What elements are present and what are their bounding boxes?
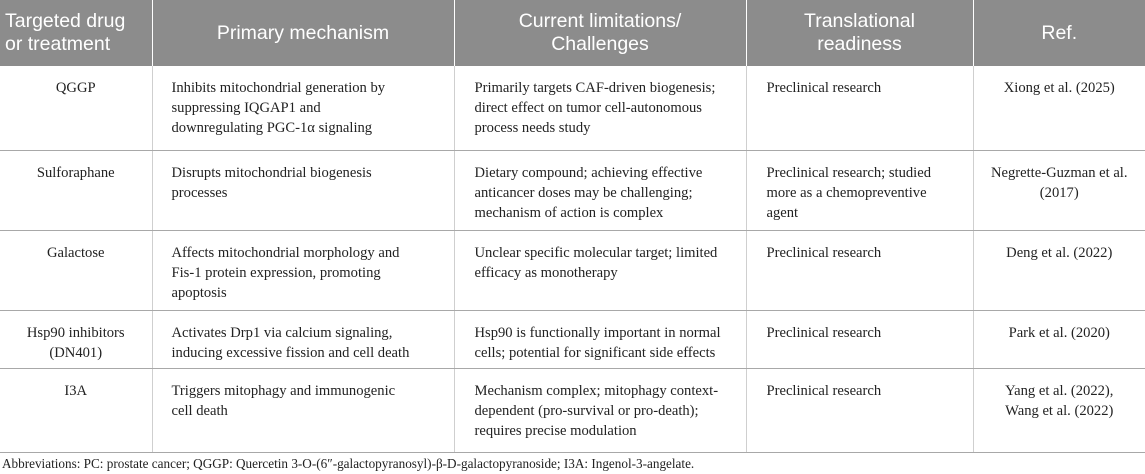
- table-row: [0, 150, 1145, 230]
- cell-ref: Yang et al. (2022), Wang et al. (2022): [973, 368, 1145, 452]
- cell-drug: QGGP: [0, 66, 152, 150]
- cell-mechanism: Inhibits mitochondrial generation by suppressing IQGAP1 and downregulating PGC-1α signaling: [152, 66, 454, 150]
- header-mechanism: Primary mechanism: [152, 0, 454, 66]
- header-ref: Ref.: [973, 0, 1145, 66]
- cell-limitations: Dietary compound; achieving effective anticancer doses may be challenging; mechanism of action is complex: [454, 150, 746, 230]
- cell-ref: Park et al. (2020): [973, 310, 1145, 368]
- cell-readiness: Preclinical research: [746, 230, 973, 310]
- cell-drug: I3A: [0, 368, 152, 452]
- header-drug: Targeted drug or treatment: [0, 0, 152, 66]
- cell-drug: Galactose: [0, 230, 152, 310]
- cell-limitations: Hsp90 is functionally important in normal cells; potential for significant side effects: [454, 310, 746, 368]
- cell-ref: Xiong et al. (2025): [973, 66, 1145, 150]
- cell-ref: Deng et al. (2022): [973, 230, 1145, 310]
- cell-drug: Hsp90 inhibitors (DN401): [0, 310, 152, 368]
- cell-readiness: Preclinical research: [746, 368, 973, 452]
- table-row: [0, 310, 1145, 368]
- cell-limitations: Primarily targets CAF-driven biogenesis; direct effect on tumor cell-autonomous process needs study: [454, 66, 746, 150]
- header-row: [0, 0, 1145, 66]
- cell-mechanism: Affects mitochondrial morphology and Fis-1 protein expression, promoting apoptosis: [152, 230, 454, 310]
- header-readiness: Translational readiness: [746, 0, 973, 66]
- cell-drug: Sulforaphane: [0, 150, 152, 230]
- cell-readiness: Preclinical research: [746, 310, 973, 368]
- cell-mechanism: Triggers mitophagy and immunogenic cell death: [152, 368, 454, 452]
- header-limitations: Current limitations/ Challenges: [454, 0, 746, 66]
- cell-limitations: Mechanism complex; mitophagy context- dependent (pro-survival or pro-death); requires precise modulation: [454, 368, 746, 452]
- abbreviations-footnote: Abbreviations: PC: prostate cancer; QGGP: Quercetin 3-O-(6″-galactopyranosyl)-β-D-galactopyranoside; I3A: Ingenol-3-angelate.: [2, 456, 695, 471]
- table-row: [0, 230, 1145, 310]
- cell-mechanism: Activates Drp1 via calcium signaling, inducing excessive fission and cell death: [152, 310, 454, 368]
- table-row: [0, 368, 1145, 452]
- cell-readiness: Preclinical research; studied more as a chemopreventive agent: [746, 150, 973, 230]
- cell-mechanism: Disrupts mitochondrial biogenesis processes: [152, 150, 454, 230]
- table-row: [0, 66, 1145, 150]
- cell-readiness: Preclinical research: [746, 66, 973, 150]
- cell-limitations: Unclear specific molecular target; limited efficacy as monotherapy: [454, 230, 746, 310]
- cell-ref: Negrette-Guzman et al. (2017): [973, 150, 1145, 230]
